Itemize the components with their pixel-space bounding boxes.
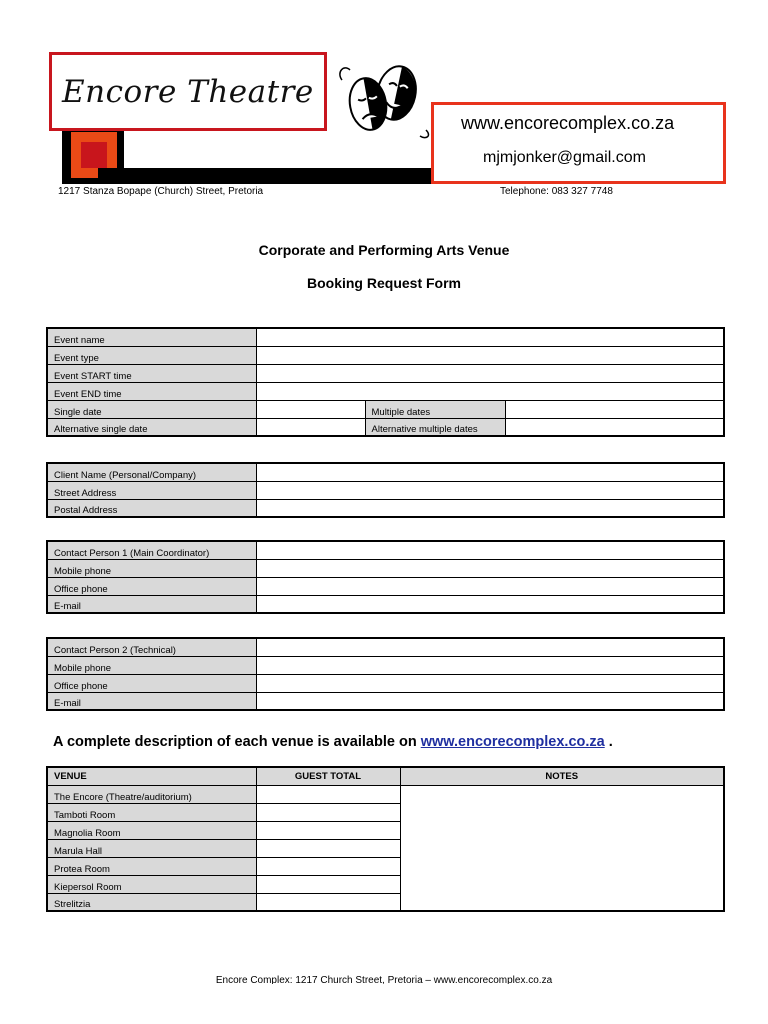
contact2-mobile-label: Mobile phone [47, 656, 256, 674]
contact1-mobile-field[interactable] [256, 559, 724, 577]
contact1-email-field[interactable] [256, 595, 724, 613]
form-title: Booking Request Form [306, 275, 461, 291]
contact1-table [46, 540, 725, 614]
multiple-dates-field[interactable] [505, 400, 724, 418]
event-name-label: Event name [47, 328, 256, 346]
alt-single-date-label: Alternative single date [47, 418, 256, 436]
notes-field[interactable] [400, 785, 724, 911]
multiple-dates-label: Multiple dates [365, 400, 505, 418]
contact2-name-field[interactable] [256, 638, 724, 656]
client-name-field[interactable] [256, 463, 724, 481]
contact2-office-field[interactable] [256, 674, 724, 692]
guest-total-field[interactable] [256, 821, 400, 839]
client-table [46, 462, 725, 518]
venue-table [46, 766, 725, 912]
venue-row-label: The Encore (Theatre/auditorium) [47, 785, 256, 803]
contact1-office-label: Office phone [47, 577, 256, 595]
guest-total-header: GUEST TOTAL [256, 767, 400, 785]
venue-row-label: Kiepersol Room [47, 875, 256, 893]
event-name-field[interactable] [256, 328, 724, 346]
event-table [46, 327, 725, 437]
contact2-office-label: Office phone [47, 674, 256, 692]
venue-row-label: Magnolia Room [47, 821, 256, 839]
alt-multiple-dates-label: Alternative multiple dates [365, 418, 505, 436]
event-type-field[interactable] [256, 346, 724, 364]
header-address: 1217 Stanza Bopape (Church) Street, Pretoria [58, 186, 264, 197]
notes-header: NOTES [400, 767, 724, 785]
contact1-title-label: Contact Person 1 (Main Coordinator) [47, 541, 256, 559]
logo-text: Encore Theatre [62, 74, 314, 110]
header-telephone: Telephone: 083 327 7748 [500, 186, 613, 197]
footer: Encore Complex: 1217 Church Street, Pretoria – www.encorecomplex.co.za [215, 975, 553, 984]
theatre-masks-icon [334, 60, 434, 140]
venue-row-label: Marula Hall [47, 839, 256, 857]
venue-row-label: Strelitzia [47, 893, 256, 911]
venue-row-label: Protea Room [47, 857, 256, 875]
contact2-table [46, 637, 725, 711]
postal-address-field[interactable] [256, 499, 724, 517]
event-start-label: Event START time [47, 364, 256, 382]
contact2-email-field[interactable] [256, 692, 724, 710]
venue-description-text: A complete description of each venue is available on [53, 734, 417, 750]
guest-total-field[interactable] [256, 785, 400, 803]
street-address-field[interactable] [256, 481, 724, 499]
client-name-label: Client Name (Personal/Company) [47, 463, 256, 481]
street-address-label: Street Address [47, 481, 256, 499]
header-website: www.encorecomplex.co.za [461, 113, 675, 133]
postal-address-label: Postal Address [47, 499, 256, 517]
single-date-label: Single date [47, 400, 256, 418]
contact2-email-label: E-mail [47, 692, 256, 710]
contact1-mobile-label: Mobile phone [47, 559, 256, 577]
event-start-field[interactable] [256, 364, 724, 382]
guest-total-field[interactable] [256, 893, 400, 911]
header-bar [98, 168, 438, 184]
event-end-field[interactable] [256, 382, 724, 400]
venue-row-label: Tamboti Room [47, 803, 256, 821]
venue-description-note [53, 734, 613, 750]
contact1-name-field[interactable] [256, 541, 724, 559]
single-date-field[interactable] [256, 400, 365, 418]
event-type-label: Event type [47, 346, 256, 364]
contact2-title-label: Contact Person 2 (Technical) [47, 638, 256, 656]
venue-description-link[interactable]: www.encorecomplex.co.za [420, 734, 605, 750]
guest-total-field[interactable] [256, 803, 400, 821]
header-email: mjmjonker@gmail.com [483, 149, 646, 166]
contact2-mobile-field[interactable] [256, 656, 724, 674]
contact1-office-field[interactable] [256, 577, 724, 595]
alt-single-date-field[interactable] [256, 418, 365, 436]
guest-total-field[interactable] [256, 857, 400, 875]
alt-multiple-dates-field[interactable] [505, 418, 724, 436]
guest-total-field[interactable] [256, 875, 400, 893]
guest-total-field[interactable] [256, 839, 400, 857]
venue-header: VENUE [47, 767, 256, 785]
contact1-email-label: E-mail [47, 595, 256, 613]
event-end-label: Event END time [47, 382, 256, 400]
form-heading: Corporate and Performing Arts Venue [258, 242, 510, 258]
venue-description-end: . [608, 734, 613, 750]
logo-decoration-red [81, 142, 107, 168]
